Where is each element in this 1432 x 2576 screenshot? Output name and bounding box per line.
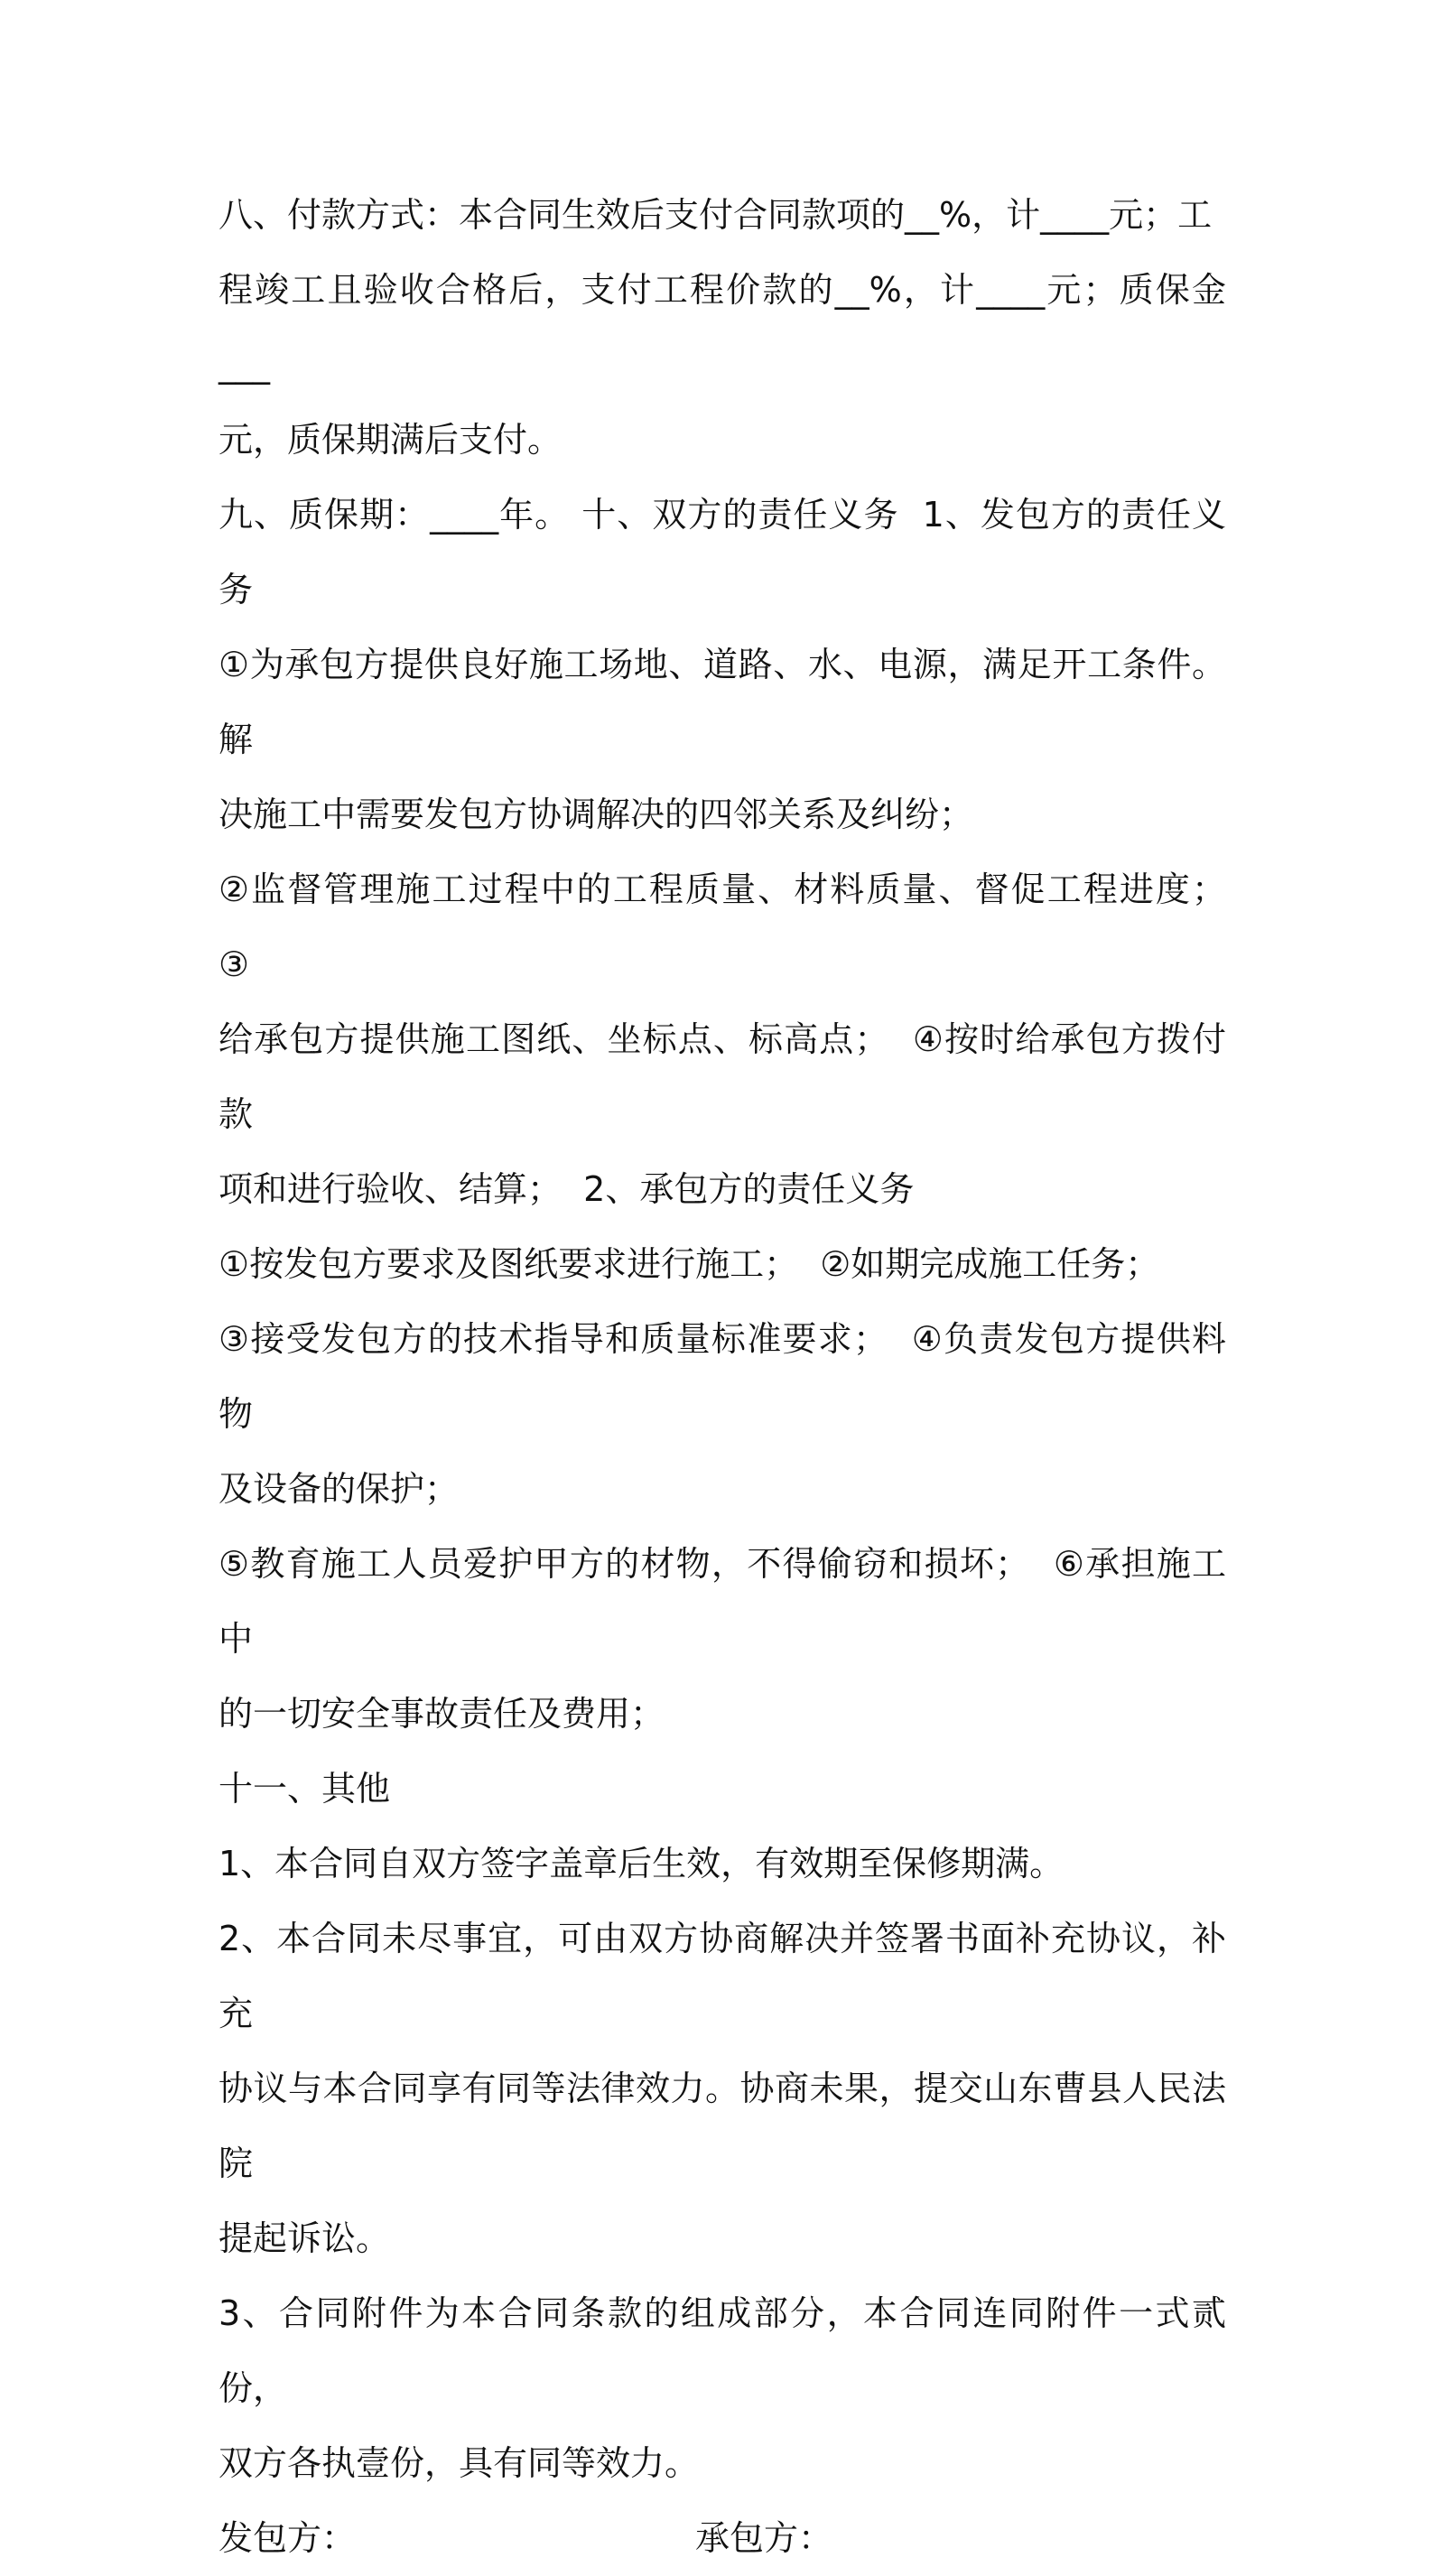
text-line: 2、本合同未尽事宜，可由双方协商解决并签署书面补充协议，补充 (219, 1919, 1226, 2033)
text-line: 给承包方提供施工图纸、坐标点、标高点； ④按时给承包方拨付款 (219, 1019, 1226, 1134)
text-line: ②监督管理施工过程中的工程质量、材料质量、督促工程进度； ③ (219, 870, 1249, 984)
party-a-signature-label: 发包方： (219, 2518, 357, 2558)
text-line: ①按发包方要求及图纸要求进行施工； ②如期完成施工任务； (219, 1244, 1160, 1284)
text-line: ③接受发包方的技术指导和质量标准要求； ④负责发包方提供料物 (219, 1319, 1226, 1434)
text-line: 元，质保期满后支付。 (219, 420, 563, 460)
section-heading-other: 十一、其他 (219, 1769, 391, 1809)
text-line: 协议与本合同享有同等法律效力。协商未果，提交山东曹县人民法院 (219, 2069, 1226, 2183)
text-line: 1、本合同自双方签字盖章后生效，有效期至保修期满。 (219, 1844, 1065, 1883)
contract-body (219, 178, 1249, 2576)
signature-row (219, 2501, 1226, 2576)
text-line: 提起诉讼。 (219, 2218, 391, 2258)
text-line-warranty: 九、质保期：____年。 十、双方的责任义务 1、发包方的责任义务 (219, 495, 1226, 609)
text-line: ①为承包方提供良好施工场地、道路、水、电源，满足开工条件。解 (219, 645, 1226, 759)
text-line: 项和进行验收、结算； 2、承包方的责任义务 (219, 1169, 915, 1209)
text-line: 3、合同附件为本合同条款的组成部分，本合同连同附件一式贰份， (219, 2293, 1226, 2408)
text-line-payment: 八、付款方式：本合同生效后支付合同款项的__%，计____元；工 (219, 195, 1213, 235)
text-line: 双方各执壹份，具有同等效力。 (219, 2443, 700, 2483)
text-line: ⑤教育施工人员爱护甲方的材物，不得偷窃和损坏； ⑥承担施工中 (219, 1544, 1226, 1659)
text-line: 及设备的保护； (219, 1469, 460, 1509)
text-line: 的一切安全事故责任及费用； (219, 1694, 665, 1734)
text-line: 程竣工且验收合格后，支付工程价款的__%，计____元；质保金___ (219, 270, 1226, 385)
party-b-signature-label: 承包方： (695, 2518, 833, 2558)
text-line: 决施工中需要发包方协调解决的四邻关系及纠纷； (219, 795, 974, 834)
